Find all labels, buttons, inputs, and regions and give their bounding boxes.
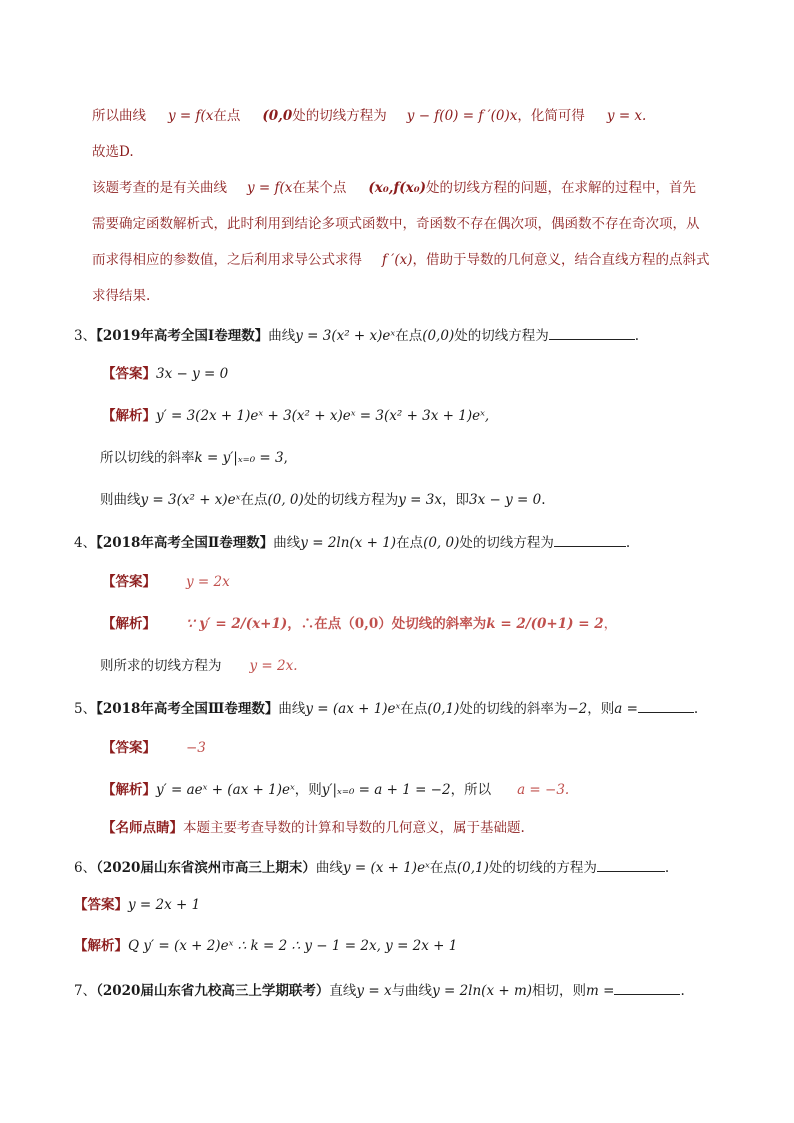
q5-analysis — [102, 780, 569, 800]
tip-tag: 【名师点睛】 — [102, 820, 183, 836]
question-number: 4、 — [74, 535, 97, 551]
math-expr: m = — [586, 983, 615, 999]
math-expr: y = (x + 1)eˣ — [342, 860, 430, 876]
math-expr: y = 2x. — [249, 658, 298, 674]
answer-blank — [597, 857, 665, 872]
question-6 — [74, 857, 669, 878]
question-source: 【2018年高考全国Ⅱ卷理数】 — [96, 535, 274, 551]
question-7 — [74, 980, 685, 1001]
math-expr: 3x − y = 0 — [469, 492, 542, 508]
q6-analysis — [74, 936, 457, 956]
question-number: 3、 — [74, 328, 97, 344]
math-expr: y = x. — [606, 108, 647, 124]
math-expr: ∵ y′ = 2/(x+1) — [186, 616, 288, 632]
math-expr: y = f(x — [247, 180, 293, 196]
text: , — [283, 450, 288, 466]
text: 在某个点 — [292, 180, 347, 196]
para1-line2 — [92, 142, 134, 162]
text: 在点 — [396, 535, 424, 551]
math-expr: y′ = aeˣ + (ax + 1)eˣ — [156, 782, 295, 798]
math-expr: k = 2/(0+1) = 2 — [486, 616, 604, 632]
text: 处的切线方程为 — [292, 108, 387, 124]
text: 曲线 — [278, 701, 306, 717]
text: ，借助于导数的几何意义，结合直线方程的点斜式 — [412, 252, 710, 268]
math-expr: (0, 0) — [423, 535, 460, 551]
text: ，所以 — [450, 782, 492, 798]
math-expr: (x₀,f(x₀) — [368, 180, 426, 196]
math-expr: (0,0) — [422, 328, 455, 344]
analysis-tag: 【解析】 — [74, 938, 128, 954]
text: . — [693, 701, 699, 717]
para1-line4 — [92, 214, 700, 234]
analysis-tag: 【解析】 — [102, 782, 156, 798]
question-3 — [74, 325, 639, 346]
math-expr: y = 3(x² + x)eˣ — [140, 492, 241, 508]
text: 处的切线的方程为 — [488, 860, 597, 876]
question-source: 【2019年高考全国Ⅰ卷理数】 — [96, 328, 269, 344]
text: 处的切线的斜率为 — [459, 701, 568, 717]
math-expr: (0,1) — [456, 860, 489, 876]
text: 在点 — [395, 328, 423, 344]
text: 相切，则 — [532, 983, 587, 999]
text: ，即 — [442, 492, 469, 508]
answer-value: 3x − y = 0 — [156, 366, 229, 382]
math-expr: k = y′|ₓ₌₀ = 3 — [194, 450, 284, 466]
text: 需要确定函数解析式，此时利用到结论多项式函数中，奇函数不存在偶次项，偶函数不存在奇次项，从 — [92, 216, 700, 232]
question-4 — [74, 532, 630, 553]
tip-text: 本题主要考查导数的计算和导数的几何意义，属于基础题. — [183, 820, 525, 836]
text: 曲线 — [273, 535, 301, 551]
text: 处的切线方程的问题，在求解的过程中，首先 — [426, 180, 696, 196]
math-expr: y = 3x — [398, 492, 442, 508]
text: 在点 — [240, 492, 268, 508]
text: ，化简可得 — [517, 108, 585, 124]
text: 在点 — [213, 108, 241, 124]
q3-answer — [102, 364, 228, 384]
text: . — [680, 983, 685, 999]
answer-tag: 【答案】 — [74, 897, 128, 913]
math-expr: y = 2ln(x + 1) — [300, 535, 397, 551]
answer-value: y = 2x + 1 — [128, 897, 201, 913]
text: 处的切线方程为 — [454, 328, 549, 344]
answer-blank — [614, 980, 680, 995]
math-expr: (0,1) — [427, 701, 460, 717]
text: 直线 — [329, 983, 357, 999]
question-number: 7、 — [74, 983, 97, 999]
math-expr: y = 2ln(x + m) — [432, 983, 533, 999]
q3-analysis-2 — [100, 448, 288, 468]
text: . — [625, 535, 631, 551]
answer-value: −3 — [186, 740, 206, 756]
q3-analysis-3 — [100, 490, 546, 510]
answer-blank — [554, 532, 626, 547]
answer-blank — [638, 698, 694, 713]
para1-line1 — [92, 106, 646, 126]
text: . — [634, 328, 640, 344]
answer-tag: 【答案】 — [102, 574, 156, 590]
question-number: 5、 — [74, 701, 97, 717]
analysis-tag: 【解析】 — [102, 616, 156, 632]
question-source: 【2018年高考全国Ⅲ卷理数】 — [96, 701, 279, 717]
text: 与曲线 — [391, 983, 433, 999]
math-expr: (0,0 — [262, 108, 293, 124]
math-expr: a = −3. — [517, 782, 570, 798]
answer-tag: 【答案】 — [102, 740, 156, 756]
q5-tip — [102, 818, 525, 838]
q3-analysis-1 — [102, 406, 489, 426]
text: 所以切线的斜率 — [100, 450, 195, 466]
text: 求得结果. — [92, 288, 151, 304]
text: 所以曲线 — [92, 108, 146, 124]
text: 在点 — [429, 860, 457, 876]
q6-answer — [74, 895, 200, 915]
math-expr: y = 3(x² + x)eˣ — [295, 328, 396, 344]
text: 处的切线方程为 — [303, 492, 399, 508]
text: ， — [603, 616, 618, 632]
text: 曲线 — [268, 328, 296, 344]
math-expr: y′|ₓ₌₀ = a + 1 = −2 — [321, 782, 451, 798]
answer-blank — [549, 325, 635, 340]
math-expr: y − f(0) = f ′(0)x — [406, 108, 518, 124]
para1-line5 — [92, 250, 710, 270]
text: 曲线 — [315, 860, 343, 876]
question-number: 6、 — [74, 860, 97, 876]
text: . — [541, 492, 546, 508]
text: 处的切线方程为 — [459, 535, 554, 551]
text: 而求得相应的参数值，之后利用求导公式求得 — [92, 252, 362, 268]
q4-answer — [102, 572, 230, 592]
math-expr: f ′(x) — [382, 252, 413, 268]
text: 则曲线 — [100, 492, 141, 508]
para1-line6 — [92, 286, 150, 306]
q4-analysis-1 — [102, 614, 617, 634]
question-source: （2020届山东省滨州市高三上期末） — [96, 860, 316, 876]
text: 则所求的切线方程为 — [100, 658, 222, 674]
text: . — [664, 860, 670, 876]
text: 故选D. — [92, 144, 134, 160]
math-expr: y = (ax + 1)eˣ — [305, 701, 401, 717]
text: ，∴在点（0,0）处切线的斜率为 — [287, 616, 487, 632]
text: 该题考查的是有关曲线 — [92, 180, 227, 196]
math-expr: (0, 0) — [267, 492, 304, 508]
math-expr: y = x — [356, 983, 392, 999]
analysis-tag: 【解析】 — [102, 408, 156, 424]
q4-analysis-2 — [100, 656, 298, 676]
answer-tag: 【答案】 — [102, 366, 156, 382]
math-expr: Q y′ = (x + 2)eˣ ∴ k = 2 ∴ y − 1 = 2x, y = 2x + 1 — [128, 938, 458, 954]
text: ，则 — [587, 701, 615, 717]
math-expr: −2 — [567, 701, 588, 717]
text: ，则 — [294, 782, 322, 798]
answer-value: y = 2x — [186, 574, 230, 590]
math-expr: y = f(x — [168, 108, 214, 124]
para1-line3 — [92, 178, 696, 198]
question-5 — [74, 698, 698, 719]
q5-answer — [102, 738, 206, 758]
question-source: （2020届山东省九校高三上学期联考） — [96, 983, 330, 999]
math-expr: y′ = 3(2x + 1)eˣ + 3(x² + x)eˣ = 3(x² + 3x + 1)eˣ, — [156, 408, 490, 424]
math-expr: a = — [614, 701, 638, 717]
text: 在点 — [400, 701, 428, 717]
